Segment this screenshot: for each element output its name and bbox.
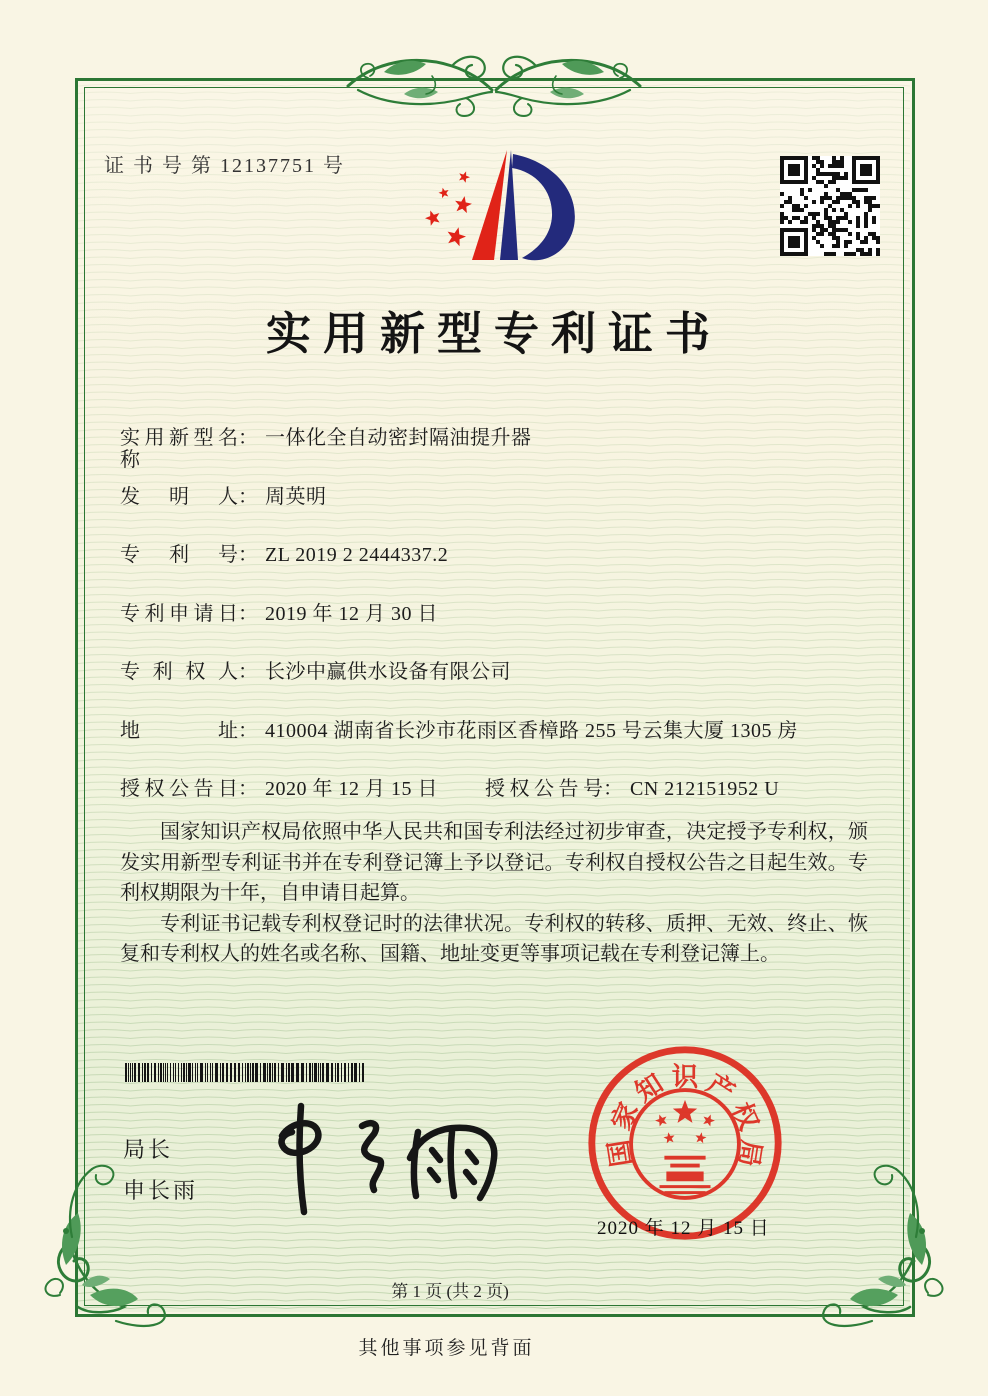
commissioner-title: 局长 <box>123 1137 174 1162</box>
qr-code <box>780 156 880 256</box>
svg-text:局: 局 <box>733 1137 767 1169</box>
field-list <box>120 427 890 837</box>
svg-text:识: 识 <box>671 1062 699 1093</box>
field-label: 专利号 <box>120 544 238 566</box>
field-label: 地址 <box>120 719 238 742</box>
cnipa-logo-icon <box>416 142 578 282</box>
border-ornament-bottom-right-icon <box>808 1145 968 1355</box>
seal-date: 2020 年 12 月 15 日 <box>597 1218 770 1239</box>
field-row-grant: 授权公告日： 2020 年 12 月 15 日 授权公告号： CN 212151952 U <box>120 778 780 800</box>
field-label: 专利申请日 <box>120 602 238 625</box>
field-label: 发明人 <box>120 485 238 508</box>
svg-text:知: 知 <box>629 1067 669 1108</box>
field-value: 2019 年 12 月 30 日 <box>265 602 438 625</box>
page-number: 第 1 页 (共 2 页) <box>391 1282 509 1301</box>
field-row-filing-date: 专利申请日： 2019 年 12 月 30 日 <box>120 602 438 625</box>
commissioner-name: 申长雨 <box>123 1178 199 1203</box>
field-label: 实用新型名称 <box>120 427 238 471</box>
chief-signature <box>270 1098 508 1226</box>
border-ornament-top-icon <box>344 42 644 130</box>
field-value: 2020 年 12 月 15 日 <box>265 778 438 800</box>
legal-paragraph-2: 专利证书记载专利权登记时的法律状况。专利权的转移、质押、无效、终止、恢复和专利权人的姓名或名称、国籍、地址变更等事项记载在专利登记簿上。 <box>120 912 868 965</box>
field-row-inventor: 发明人： 周英明 <box>120 485 327 508</box>
svg-text:家: 家 <box>605 1098 644 1135</box>
svg-text:权: 权 <box>726 1098 765 1135</box>
logo-bowl <box>512 154 575 260</box>
back-side-note: 其他事项参见背面 <box>358 1338 535 1359</box>
logo-stars <box>425 171 472 246</box>
field-label: 授权公告号 <box>485 778 603 800</box>
field-row-address: 地址： 410004 湖南省长沙市花雨区香樟路 255 号云集大厦 1305 房 <box>120 719 798 742</box>
field-value: 周英明 <box>265 485 327 508</box>
field-row-grant-no: 授权公告号： CN 212151952 U <box>485 778 780 800</box>
barcode <box>125 1063 367 1082</box>
certificate-title: 实用新型专利证书 <box>265 309 722 359</box>
svg-text:产: 产 <box>701 1067 741 1108</box>
field-row-patentee: 专利权人： 长沙中赢供水设备有限公司 <box>120 661 511 683</box>
field-row-name: 实用新型名称： 一体化全自动密封隔油提升器 <box>120 427 532 471</box>
field-label: 专利权人 <box>120 661 238 683</box>
legal-text <box>120 817 868 970</box>
legal-paragraph-1: 国家知识产权局依照中华人民共和国专利法经过初步审查，决定授予专利权，颁发实用新型专利证书并在专利登记簿上予以登记。专利权自授权公告之日起生效。专利权期限为十年，自申请日起算。 <box>120 821 868 904</box>
field-value: ZL 2019 2 2444337.2 <box>265 544 449 566</box>
field-label: 授权公告日 <box>120 778 238 800</box>
field-value: CN 212151952 U <box>630 778 780 800</box>
certificate-number: 证 书 号 第 12137751 号 <box>104 155 345 177</box>
field-value: 长沙中赢供水设备有限公司 <box>265 661 511 683</box>
svg-text:国: 国 <box>603 1137 637 1169</box>
field-row-patent-no: 专利号： ZL 2019 2 2444337.2 <box>120 544 449 566</box>
field-value: 410004 湖南省长沙市花雨区香樟路 255 号云集大厦 1305 房 <box>265 719 798 742</box>
field-value: 一体化全自动密封隔油提升器 <box>265 427 532 449</box>
